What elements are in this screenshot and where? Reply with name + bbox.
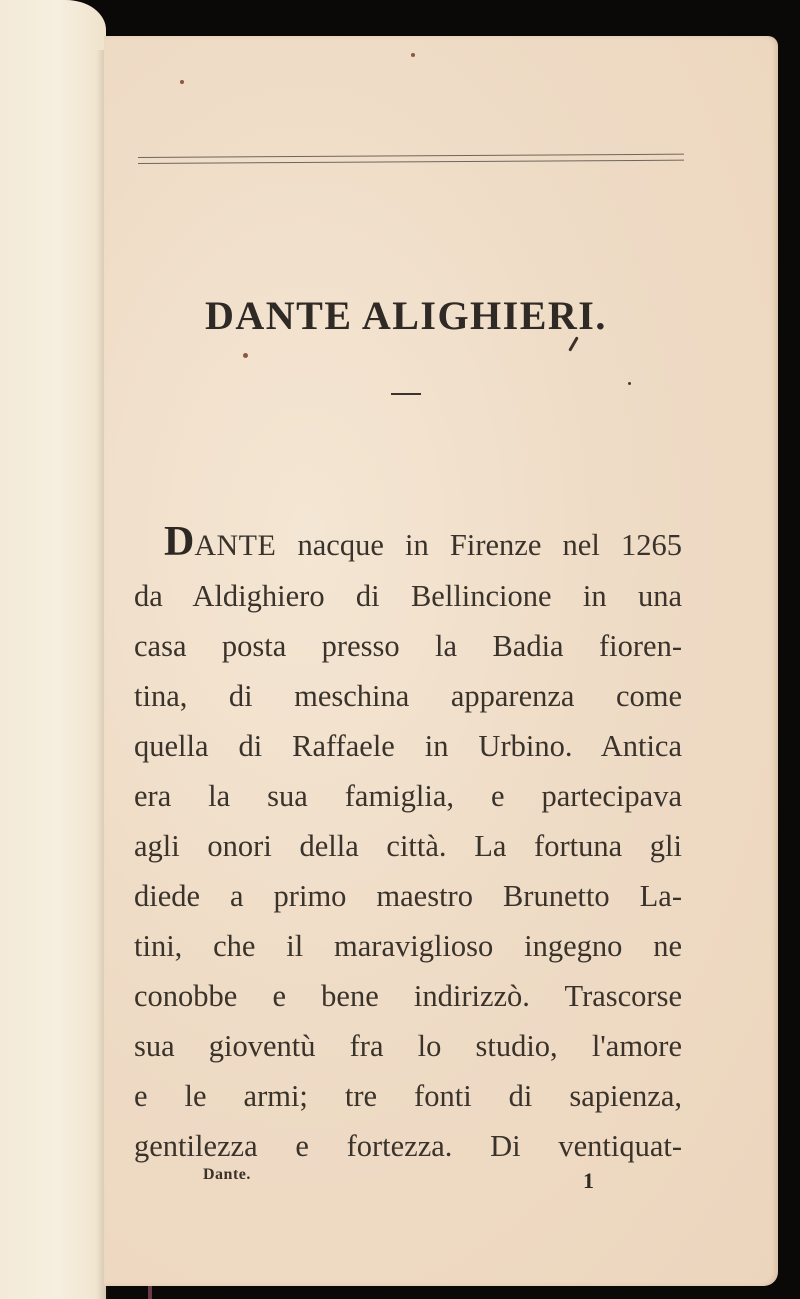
paragraph-line: diede a primo maestro Brunetto La- — [134, 879, 682, 913]
foxing-spot — [180, 80, 184, 84]
paragraph-line: era la sua famiglia, e partecipava — [134, 779, 682, 813]
signature-mark: Dante. — [203, 1166, 251, 1183]
bookmark-ribbon — [148, 1286, 152, 1299]
body-paragraph — [134, 520, 682, 1171]
foxing-spot — [243, 353, 248, 358]
paragraph-line: casa posta presso la Badia fioren- — [134, 629, 682, 663]
signature-number: 1 — [583, 1168, 594, 1193]
paragraph-line: tina, di meschina apparenza come — [134, 679, 682, 713]
paragraph-line: e le armi; tre fonti di sapienza, — [134, 1079, 682, 1113]
paragraph-line: tini, che il maraviglioso ingegno ne — [134, 929, 682, 963]
foxing-spot — [411, 53, 415, 57]
paragraph-line: agli onori della città. La fortuna gli — [134, 829, 682, 863]
facing-page-edge — [0, 0, 106, 1299]
paragraph-line: conobbe e bene indirizzò. Trascorse — [134, 979, 682, 1013]
small-caps-word: ANTE — [194, 529, 277, 562]
ink-dot — [628, 382, 631, 385]
paragraph-line — [134, 520, 682, 571]
drop-cap: D — [164, 519, 195, 565]
paragraph-line: sua gioventù fra lo studio, l'amore — [134, 1029, 682, 1063]
line-text: nacque in Firenze nel 1265 — [276, 528, 682, 562]
paragraph-line: gentilezza e fortezza. Di ventiquat- — [134, 1129, 682, 1163]
title-separator-dash — [391, 393, 421, 395]
paragraph-line: quella di Raffaele in Urbino. Antica — [134, 729, 682, 763]
paragraph-line: da Aldighiero di Bellincione in una — [134, 579, 682, 613]
page-title: DANTE ALIGHIERI. — [205, 293, 607, 338]
